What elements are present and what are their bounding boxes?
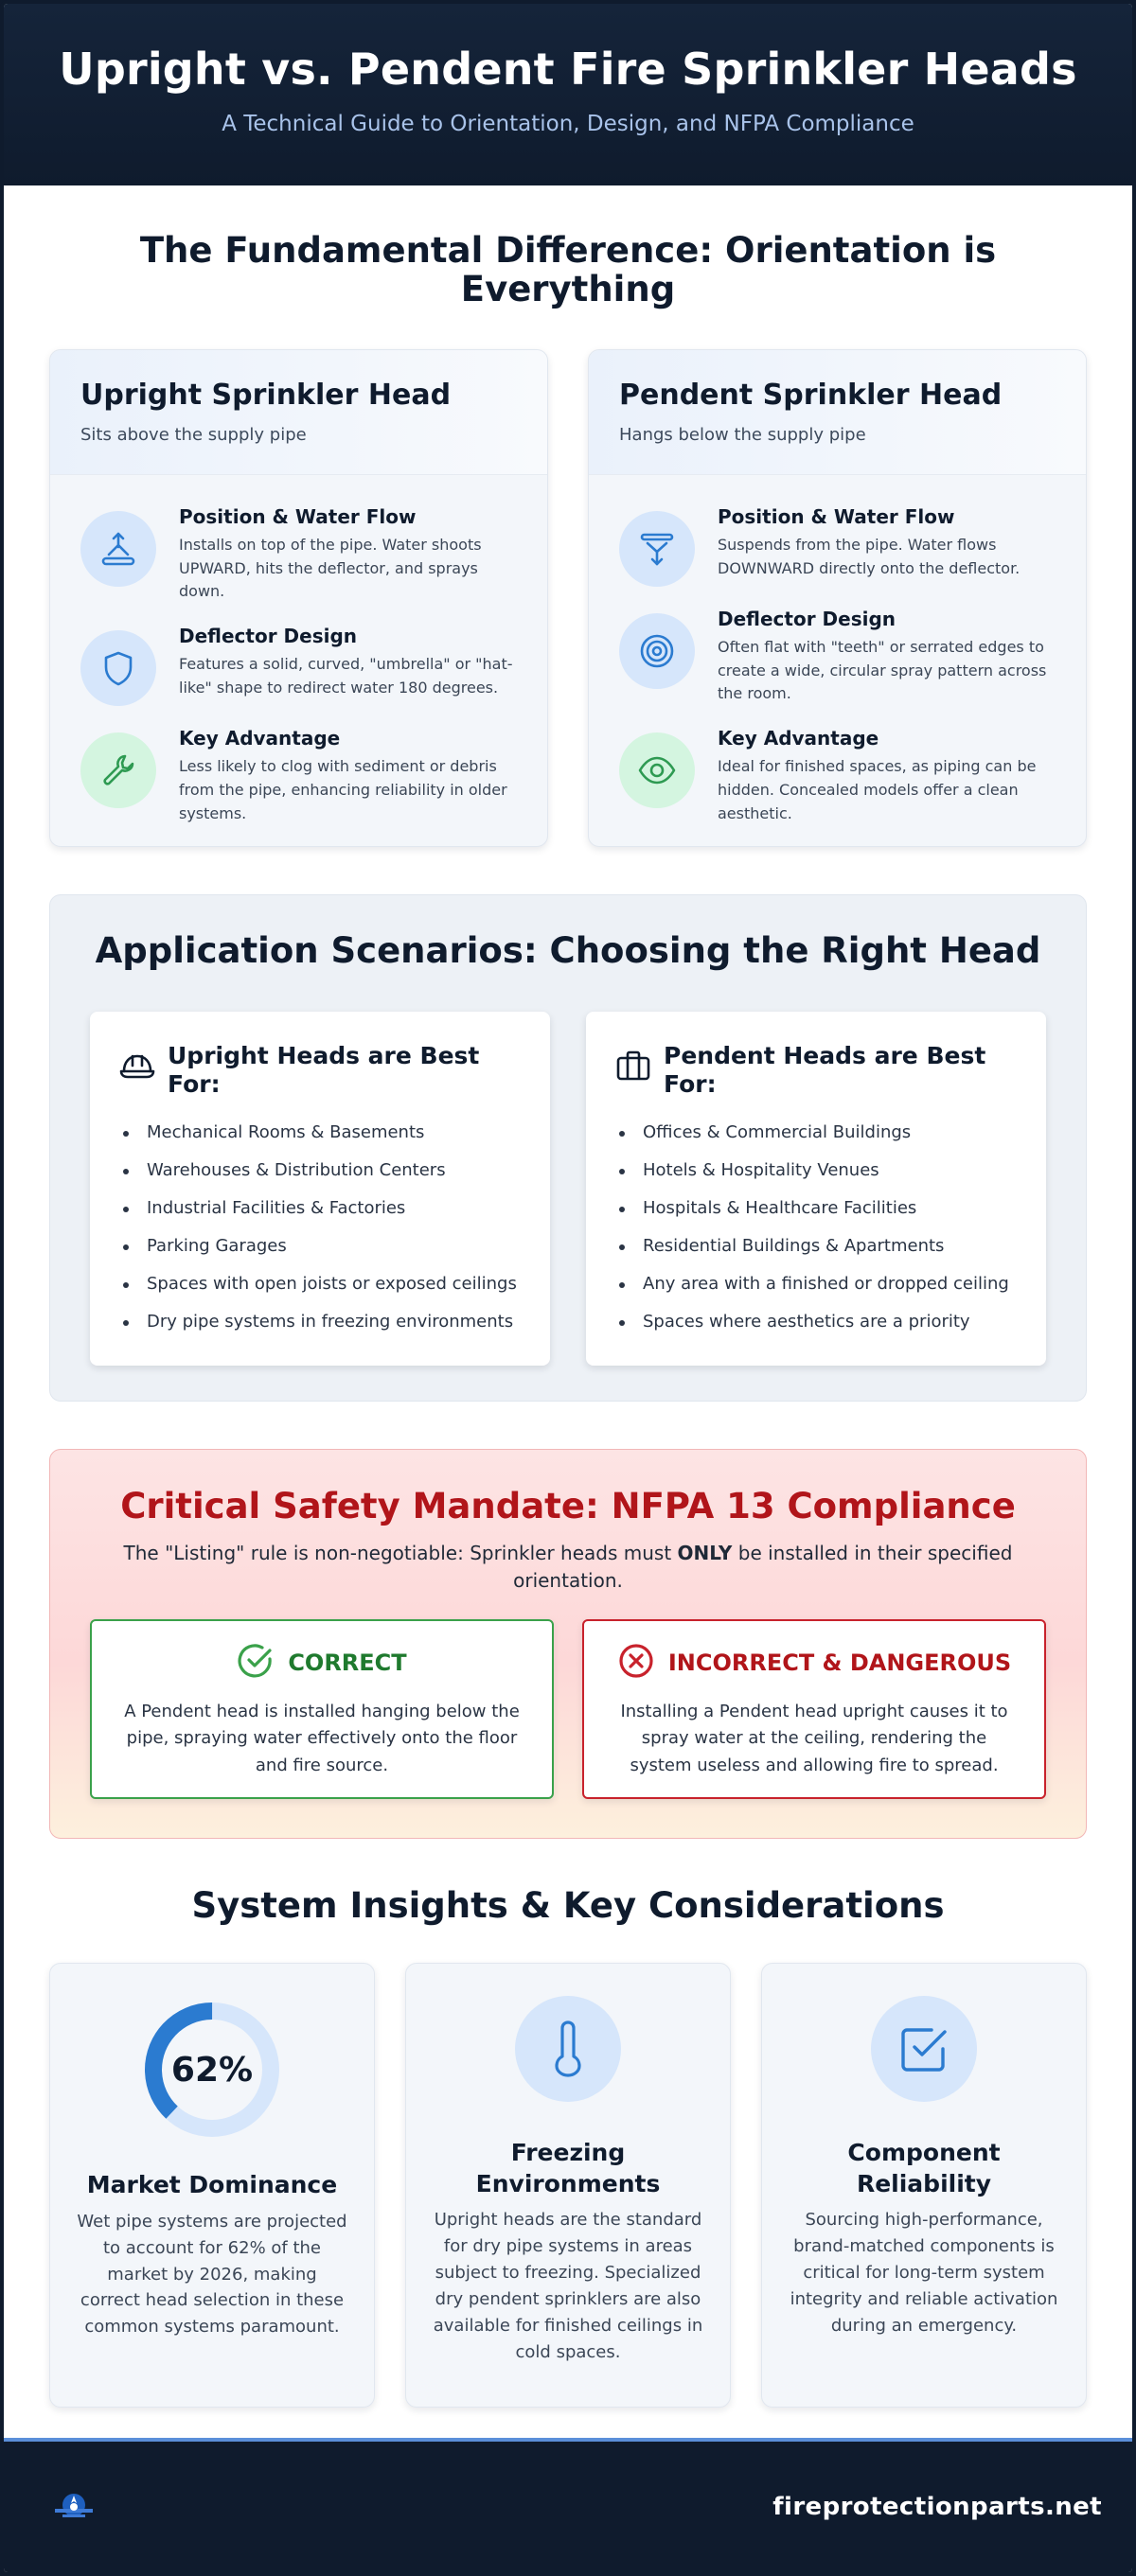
nfpa-lead-emphasis: ONLY (677, 1541, 733, 1564)
insights-title: System Insights & Key Considerations (191, 1884, 945, 1926)
freezing-text: Upright heads are the standard for dry pipe systems in areas subject to freezing. Specialized dry pendent sprinklers are also available for finished ceilings in cold spaces. (433, 2210, 703, 2362)
list-item: Mechanical Rooms & Basements (118, 1114, 522, 1152)
target-icon (619, 613, 695, 689)
shield-icon (80, 630, 156, 706)
footer-url[interactable]: fireprotectionparts.net (772, 2493, 1102, 2521)
list-item: Dry pipe systems in freezing environments (118, 1303, 522, 1341)
upright-flow-icon (80, 511, 156, 587)
upright-applications-card (90, 1012, 550, 1366)
upright-card-title: Upright Sprinkler Head (80, 378, 452, 412)
pendent-flow-icon (619, 511, 695, 587)
upright-card-header (50, 350, 547, 475)
feature-text: Installs on top of the pipe. Water shoots UPWARD, hits the deflector, and sprays down. (179, 535, 482, 601)
feature-title: Key Advantage (179, 727, 341, 750)
nfpa-lead (90, 1540, 1046, 1595)
upright-applications-list (118, 1114, 522, 1341)
list-item: Warehouses & Distribution Centers (118, 1152, 522, 1190)
hard-hat-icon (118, 1046, 156, 1085)
freezing-card (405, 1963, 731, 2408)
feature-row (589, 608, 1086, 706)
correct-text: A Pendent head is installed hanging below the pipe, spraying water effectively onto the floor and fire source. (124, 1701, 520, 1775)
list-item: Any area with a finished or dropped ceiling (614, 1265, 1018, 1303)
eye-icon (619, 732, 695, 808)
list-item: Residential Buildings & Apartments (614, 1227, 1018, 1265)
page-footer (4, 2438, 1132, 2572)
feature-title: Key Advantage (718, 727, 879, 750)
upright-card (49, 349, 548, 847)
pendent-feature-list (589, 475, 1086, 826)
incorrect-title: INCORRECT & DANGEROUS (667, 1649, 1012, 1676)
reliability-card (761, 1963, 1087, 2408)
list-item: Parking Garages (118, 1227, 522, 1265)
briefcase-icon (614, 1046, 652, 1085)
market-text: Wet pipe systems are projected to account for 62% of the market by 2026, making correct head selection in these common systems paramount. (77, 2211, 347, 2338)
page-header (4, 4, 1132, 185)
nfpa-lead-text-end: be installed in their specified orientation. (513, 1541, 1013, 1592)
wrench-icon (80, 732, 156, 808)
market-donut (136, 1994, 288, 2145)
feature-row (50, 505, 547, 604)
reliability-text: Sourcing high-performance, brand-matched components is critical for long-term system integrity and reliable activation during an emergency. (790, 2210, 1058, 2336)
feature-title: Position & Water Flow (179, 504, 417, 528)
nfpa-title: Critical Safety Mandate: NFPA 13 Compliance (120, 1485, 1016, 1526)
feature-text: Ideal for finished spaces, as piping can be hidden. Concealed models offer a clean aesthetic. (718, 757, 1037, 822)
reliability-title: Component Reliability (847, 2139, 1001, 2197)
page-title: Upright vs. Pendent Fire Sprinkler Heads (59, 44, 1077, 95)
list-item: Spaces where aesthetics are a priority (614, 1303, 1018, 1341)
freezing-title: Freezing Environments (475, 2139, 661, 2197)
pendent-applications-card (586, 1012, 1046, 1366)
upright-card-subtitle: Sits above the supply pipe (80, 424, 307, 445)
insights-cards (49, 1963, 1087, 2408)
pendent-card-header (589, 350, 1086, 475)
feature-row (50, 625, 547, 706)
list-item: Hotels & Hospitality Venues (614, 1152, 1018, 1190)
check-circle-icon (237, 1642, 275, 1684)
feature-text: Suspends from the pipe. Water flows DOWNWARD directly onto the deflector. (718, 535, 1021, 577)
upright-feature-list (50, 475, 547, 826)
comparison-cards (49, 349, 1087, 847)
applications-section (49, 894, 1087, 1402)
list-item: Industrial Facilities & Factories (118, 1190, 522, 1227)
market-card (49, 1963, 375, 2408)
comparison-title: The Fundamental Difference: Orientation is Everything (139, 230, 997, 310)
correct-title: CORRECT (288, 1649, 407, 1676)
pendent-card-subtitle: Hangs below the supply pipe (619, 424, 866, 445)
feature-row (589, 727, 1086, 825)
feature-title: Position & Water Flow (718, 504, 955, 528)
checkbox-icon (871, 1996, 977, 2102)
nfpa-section (49, 1449, 1087, 1839)
incorrect-card (582, 1619, 1046, 1799)
feature-text: Less likely to clog with sediment or debris from the pipe, enhancing reliability in older systems. (179, 757, 507, 822)
applications-title: Application Scenarios: Choosing the Right Head (95, 929, 1041, 971)
upright-applications-title: Upright Heads are Best For: (168, 1042, 480, 1099)
page-subtitle: A Technical Guide to Orientation, Design, and NFPA Compliance (222, 112, 914, 136)
feature-text: Features a solid, curved, "umbrella" or "hat-like" shape to redirect water 180 degrees. (179, 655, 513, 697)
list-item: Spaces with open joists or exposed ceilings (118, 1265, 522, 1303)
pendent-applications-list (614, 1114, 1018, 1341)
correct-card (90, 1619, 554, 1799)
feature-row (589, 505, 1086, 587)
nfpa-lead-text: The "Listing" rule is non-negotiable: Sprinkler heads must (123, 1541, 678, 1564)
list-item: Hospitals & Healthcare Facilities (614, 1190, 1018, 1227)
x-circle-icon (617, 1642, 655, 1684)
market-title: Market Dominance (86, 2171, 338, 2199)
thermometer-icon (515, 1996, 621, 2102)
site-logo[interactable] (49, 2484, 98, 2530)
main-content (4, 231, 1132, 2408)
feature-row (50, 727, 547, 825)
list-item: Offices & Commercial Buildings (614, 1114, 1018, 1152)
pendent-card (588, 349, 1087, 847)
pendent-card-title: Pendent Sprinkler Head (619, 378, 1003, 412)
feature-title: Deflector Design (179, 625, 358, 648)
market-value: 62% (170, 2050, 254, 2090)
pendent-applications-title: Pendent Heads are Best For: (664, 1042, 986, 1099)
feature-text: Often flat with "teeth" or serrated edges to create a wide, circular spray pattern across the room. (718, 637, 1047, 703)
incorrect-text: Installing a Pendent head upright causes it to spray water at the ceiling, rendering the system useless and allowing fire to spread. (620, 1701, 1008, 1775)
feature-title: Deflector Design (718, 607, 896, 630)
